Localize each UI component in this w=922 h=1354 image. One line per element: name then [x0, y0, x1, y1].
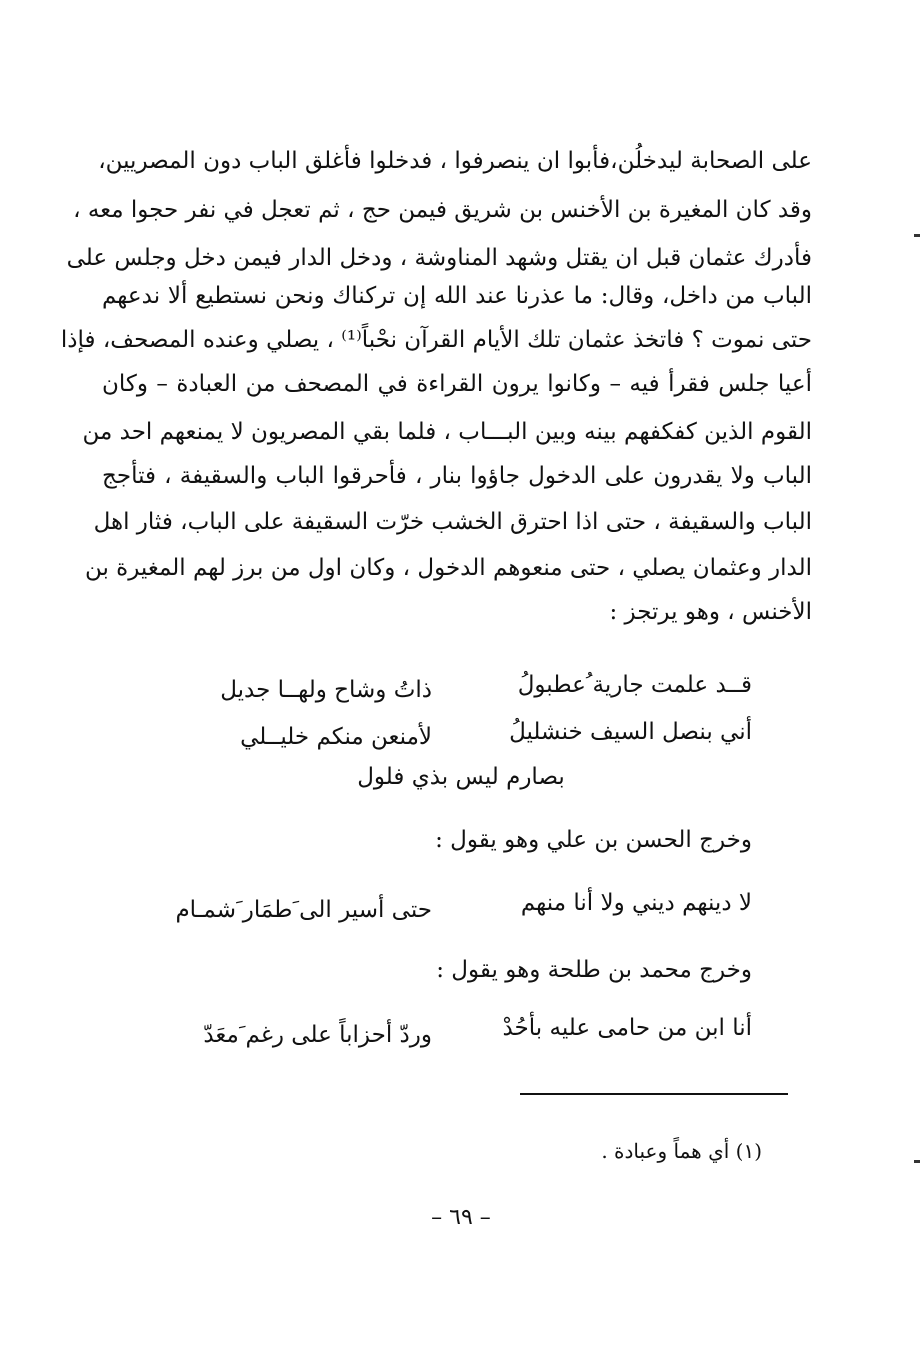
paragraph-line: أعيا جلس فقرأ فيه – وكانوا يرون القراءة في المصحف من العبادة – وكان [102, 371, 812, 397]
verse-hemistich: قــد علمت جارية ُعطبولُ [517, 672, 752, 698]
verse-hemistich: ذاتُ وشاح ولهــا جديل [220, 677, 432, 703]
paragraph-line: وقد كان المغيرة بن الأخنس بن شريق فيمن حج ، ثم تعجل في نفر حجوا معه ، [73, 197, 812, 223]
verse-hemistich: أني بنصل السيف خنشليلُ [509, 719, 752, 745]
edge-mark [914, 234, 920, 237]
verse-hemistich: حتى أسير الى َطمَار َشمـام [175, 897, 432, 923]
paragraph-line: الأخنس ، وهو يرتجز : [609, 599, 812, 625]
verse-line: بصارم ليس بذي فلول [357, 764, 565, 790]
paragraph-line: القوم الذين كفكفهم بينه وبين البـــاب ، فلما بقي المصريون لا يمنعهم احد من [82, 419, 812, 445]
paragraph-line: الباب والسقيفة ، حتى اذا احترق الخشب خرّت السقيفة على الباب، فثار اهل [93, 509, 812, 535]
verse-hemistich: لأمنعن منكم خليــلي [240, 724, 432, 750]
paragraph-line: الباب ولا يقدرون على الدخول جاؤوا بنار ، فأحرقوا الباب والسقيفة ، فتأجج [102, 463, 812, 489]
verse-hemistich: وردّ أحزاباً على رغم َمعَدّ [203, 1022, 432, 1048]
page-number: – ٦٩ – [431, 1205, 491, 1230]
verse-hemistich: أنا ابن من حامى عليه بأحُدْ [502, 1015, 752, 1041]
verse-intro: وخرج الحسن بن علي وهو يقول : [435, 827, 752, 853]
footnote-separator [520, 1093, 788, 1095]
verse-hemistich: لا دينهم ديني ولا أنا منهم [520, 890, 752, 916]
paragraph-line: حتى نموت ؟ فاتخذ عثمان تلك الأيام القرآن نحْباً⁽¹⁾ ، يصلي وعنده المصحف، فإذا [60, 327, 812, 353]
paragraph-line: الباب من داخل، وقال: ما عذرنا عند الله إن تركناك ونحن نستطيع ألا ندعهم [102, 283, 812, 309]
footnote: (١) أي هماً وعبادة . [601, 1139, 762, 1163]
paragraph-line: الدار وعثمان يصلي ، حتى منعوهم الدخول ، وكان اول من برز لهم المغيرة بن [84, 555, 812, 581]
verse-intro: وخرج محمد بن طلحة وهو يقول : [436, 957, 752, 983]
paragraph-line: على الصحابة ليدخلُن،فأبوا ان ينصرفوا ، فدخلوا فأغلق الباب دون المصريين، [98, 148, 812, 174]
edge-mark [914, 1160, 920, 1163]
paragraph-line: فأدرك عثمان قبل ان يقتل وشهد المناوشة ، ودخل الدار فيمن دخل وجلس على [66, 245, 812, 271]
